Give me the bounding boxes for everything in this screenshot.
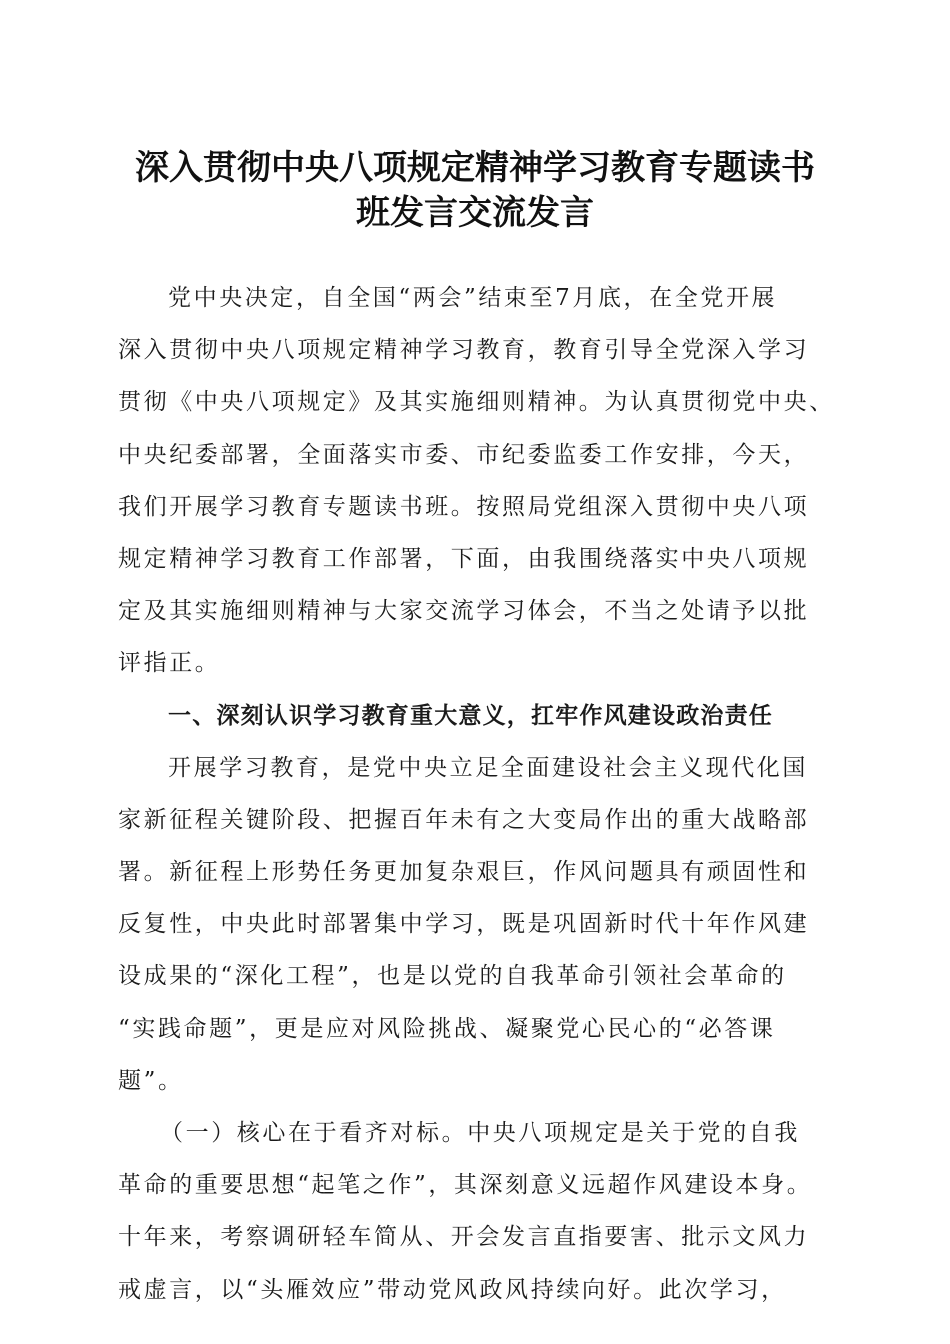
paragraph-line: 定及其实施细则精神与大家交流学习体会，不当之处请予以批 bbox=[118, 598, 810, 625]
document-title-line-2: 班发言交流发言 bbox=[356, 193, 594, 233]
paragraph-line: 反复性，中央此时部署集中学习，既是巩固新时代十年作风建 bbox=[118, 911, 810, 938]
document-title-line-1: 深入贯彻中央八项规定精神学习教育专题读书 bbox=[135, 148, 815, 188]
paragraph-line: 开展学习教育，是党中央立足全面建设社会主义现代化国 bbox=[168, 754, 808, 781]
paragraph-line: 设成果的“深化工程”，也是以党的自我革命引领社会革命的 bbox=[118, 963, 787, 990]
paragraph-line: 题”。 bbox=[118, 1067, 184, 1094]
paragraph-line: 中央纪委部署，全面落实市委、市纪委监委工作安排，今天， bbox=[118, 441, 810, 468]
paragraph-line: 贯彻《中央八项规定》及其实施细则精神。为认真贯彻党中央、 bbox=[118, 389, 835, 416]
paragraph-line: “实践命题”，更是应对风险挑战、凝聚党心民心的“必答课 bbox=[118, 1015, 776, 1042]
paragraph-line: 规定精神学习教育工作部署，下面，由我围绕落实中央八项规 bbox=[118, 545, 810, 572]
paragraph-line: 党中央决定，自全国“两会”结束至7月底，在全党开展 bbox=[168, 285, 778, 311]
document-body bbox=[118, 272, 858, 1316]
paragraph-line: 革命的重要思想“起笔之作”，其深刻意义远超作风建设本身。 bbox=[118, 1172, 813, 1199]
paragraph-line: 戒虚言，以“头雁效应”带动党风政风持续向好。此次学习， bbox=[118, 1276, 787, 1303]
subsection-line: （一）核心在于看齐对标。中央八项规定是关于党的自我 bbox=[160, 1120, 800, 1146]
paragraph-line: 十年来，考察调研轻车简从、开会发言直指要害、批示文风力 bbox=[118, 1224, 810, 1251]
paragraph-line: 家新征程关键阶段、把握百年未有之大变局作出的重大战略部 bbox=[118, 806, 810, 833]
paragraph-line: 我们开展学习教育专题读书班。按照局党组深入贯彻中央八项 bbox=[118, 493, 810, 520]
section-heading: 一、深刻认识学习教育重大意义，扛牢作风建设政治责任 bbox=[168, 702, 773, 729]
paragraph-line: 署。新征程上形势任务更加复杂艰巨，作风问题具有顽固性和 bbox=[118, 859, 810, 886]
paragraph-line: 深入贯彻中央八项规定精神学习教育，教育引导全党深入学习 bbox=[118, 337, 810, 364]
paragraph-line: 评指正。 bbox=[118, 650, 221, 677]
